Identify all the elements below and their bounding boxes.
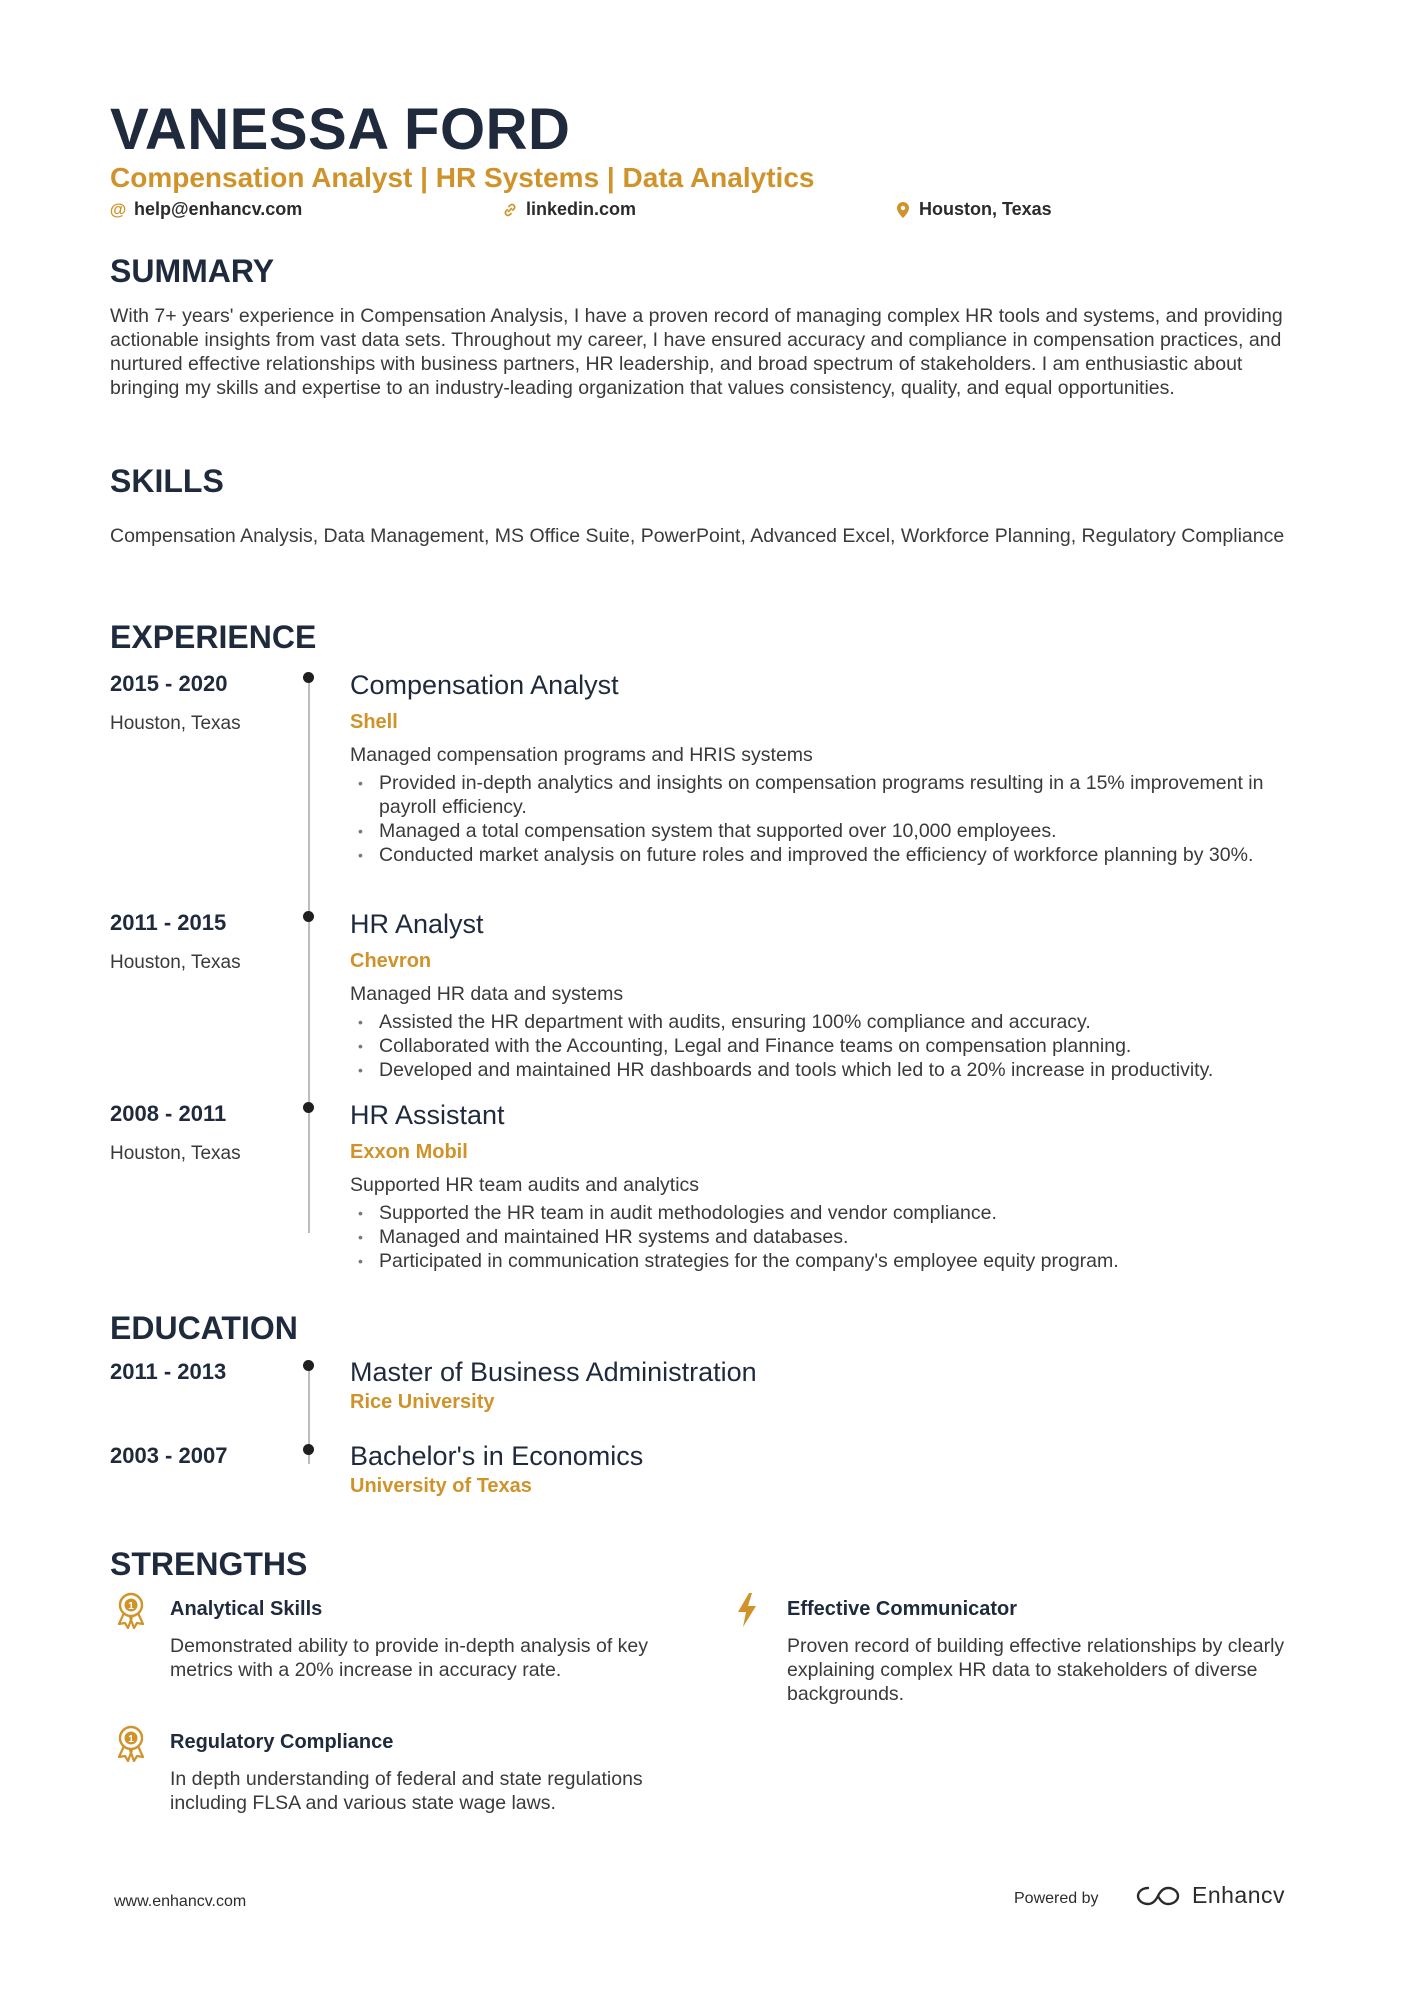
job-location: Houston, Texas	[110, 952, 241, 973]
job-title: Compensation Analyst	[350, 670, 619, 700]
job-location: Houston, Texas	[110, 713, 241, 734]
enhancv-logo-icon	[1134, 1883, 1182, 1909]
company-name: Chevron	[350, 950, 432, 972]
job-dates: 2008 - 2011	[110, 1101, 227, 1126]
list-item: • Supported the HR team in audit methodologies and vendor compliance.	[350, 1201, 1310, 1225]
degree-title: Master of Business Administration	[350, 1357, 757, 1387]
timeline-dot	[303, 672, 314, 683]
school-name: Rice University	[350, 1391, 495, 1413]
list-item: • Collaborated with the Accounting, Legal and Finance teams on compensation planning.	[350, 1034, 1310, 1058]
timeline-dot	[303, 1444, 314, 1455]
contact-linkedin[interactable]	[502, 199, 636, 220]
contact-email[interactable]	[110, 199, 302, 220]
powered-by-label: Powered by	[1014, 1890, 1099, 1907]
job-description: Managed HR data and systems	[350, 983, 624, 1005]
list-item: • Conducted market analysis on future roles and improved the efficiency of workforce planning by 30%.	[350, 843, 1310, 867]
strength-title: Regulatory Compliance	[170, 1731, 394, 1753]
link-icon	[502, 202, 518, 218]
experience-heading: EXPERIENCE	[110, 619, 317, 655]
job-location: Houston, Texas	[110, 1143, 241, 1164]
timeline-dot	[303, 1102, 314, 1113]
list-item: • Provided in-depth analytics and insights on compensation programs resulting in a 15% improvement in payroll efficiency.	[350, 771, 1310, 819]
education-heading: EDUCATION	[110, 1310, 298, 1346]
job-bullets	[350, 1201, 1310, 1273]
email-text: help@enhancv.com	[134, 199, 303, 219]
list-item: • Developed and maintained HR dashboards and tools which led to a 20% increase in productivity.	[350, 1058, 1310, 1082]
experience-timeline-line	[308, 678, 310, 1233]
award-icon	[114, 1724, 150, 1764]
enhancv-brand-text: Enhancv	[1192, 1882, 1286, 1908]
svg-text:1: 1	[128, 1734, 134, 1745]
candidate-name: VANESSA FORD	[110, 97, 571, 162]
job-bullets	[350, 771, 1310, 867]
job-title: HR Assistant	[350, 1100, 505, 1130]
list-item: • Managed and maintained HR systems and databases.	[350, 1225, 1310, 1249]
strength-title: Analytical Skills	[170, 1598, 323, 1620]
strengths-heading: STRENGTHS	[110, 1546, 308, 1582]
list-item: • Participated in communication strategies for the company's employee equity program.	[350, 1249, 1310, 1273]
timeline-dot	[303, 911, 314, 922]
svg-text:1: 1	[128, 1601, 134, 1612]
company-name: Exxon Mobil	[350, 1141, 468, 1163]
contact-location	[895, 199, 1052, 220]
list-item: • Managed a total compensation system that supported over 10,000 employees.	[350, 819, 1310, 843]
enhancv-logo[interactable]	[1134, 1882, 1285, 1909]
footer-website-link[interactable]: www.enhancv.com	[114, 1893, 247, 1910]
job-bullets	[350, 1010, 1310, 1082]
summary-heading: SUMMARY	[110, 253, 275, 289]
strength-description: In depth understanding of federal and state regulations including FLSA and various state wage laws.	[170, 1768, 643, 1814]
job-description: Supported HR team audits and analytics	[350, 1174, 700, 1196]
strength-description: Proven record of building effective relationships by clearly explaining complex HR data to stakeholders of diverse backgrounds.	[787, 1635, 1285, 1705]
strength-title: Effective Communicator	[787, 1598, 1018, 1620]
job-dates: 2015 - 2020	[110, 671, 228, 696]
skills-heading: SKILLS	[110, 463, 224, 499]
linkedin-text: linkedin.com	[526, 199, 637, 219]
education-dates: 2003 - 2007	[110, 1443, 228, 1468]
at-icon: @	[109, 199, 127, 219]
job-title: HR Analyst	[350, 909, 484, 939]
company-name: Shell	[350, 711, 398, 733]
location-pin-icon	[895, 201, 911, 219]
list-item: • Assisted the HR department with audits, ensuring 100% compliance and accuracy.	[350, 1010, 1310, 1034]
school-name: University of Texas	[350, 1475, 532, 1497]
summary-text: With 7+ years' experience in Compensation Analysis, I have a proven record of managing complex HR tools and systems, and providing actionable insights from vast data sets. Throughout my career, I have ensured accuracy and compliance in compensation practices, and nurtured effective relationships with business partners, HR leadership, and broad spectrum of stakeholders. I am enthusiastic about bringing my skills and expertise to an industry-leading organization that values consistency, quality, and equal opportunities.	[110, 305, 1283, 399]
strength-description: Demonstrated ability to provide in-depth analysis of key metrics with a 20% increase in accuracy rate.	[170, 1635, 648, 1681]
job-description: Managed compensation programs and HRIS systems	[350, 744, 813, 766]
timeline-dot	[303, 1360, 314, 1371]
lightning-icon	[734, 1591, 770, 1631]
headline: Compensation Analyst | HR Systems | Data Analytics	[110, 162, 815, 193]
degree-title: Bachelor's in Economics	[350, 1441, 644, 1471]
location-text: Houston, Texas	[919, 199, 1052, 219]
education-dates: 2011 - 2013	[110, 1359, 227, 1384]
skills-text: Compensation Analysis, Data Management, MS Office Suite, PowerPoint, Advanced Excel, Workforce Planning, Regulatory Compliance	[110, 525, 1285, 547]
award-icon	[114, 1591, 150, 1631]
job-dates: 2011 - 2015	[110, 910, 227, 935]
